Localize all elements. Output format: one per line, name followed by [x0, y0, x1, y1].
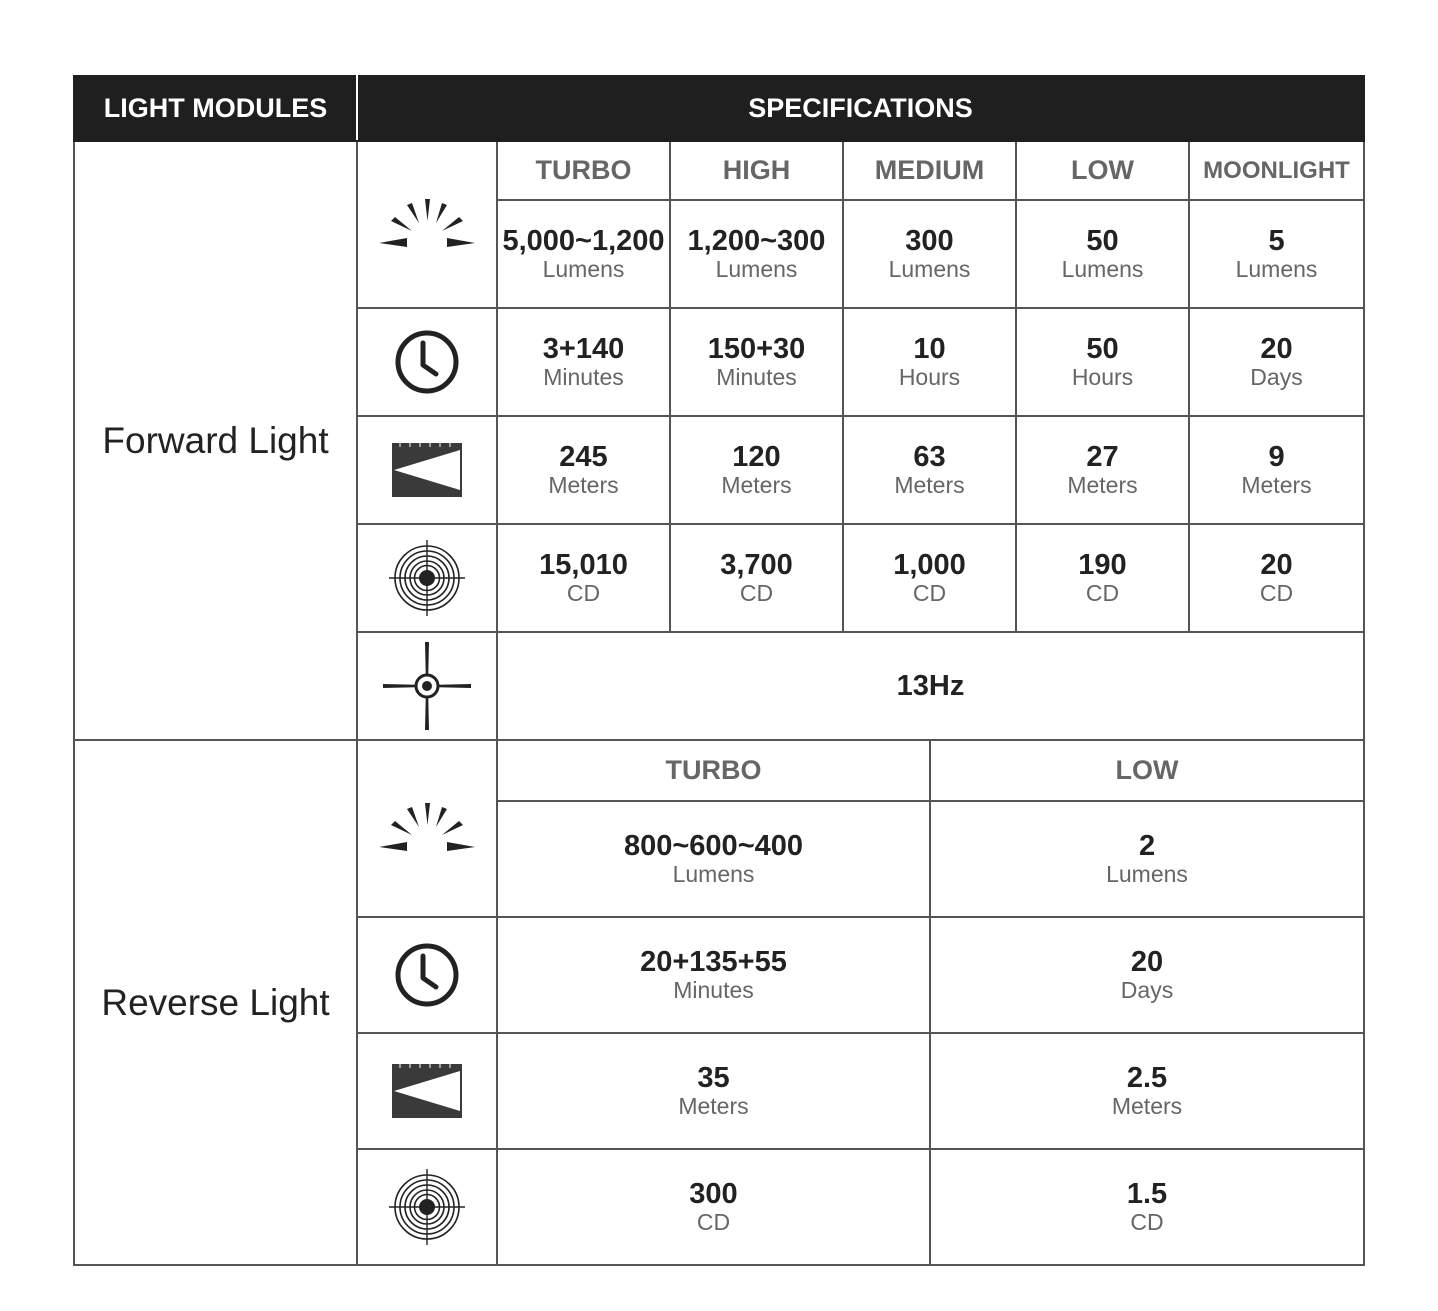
brightness-icon — [379, 801, 475, 857]
forward-intensity-cell — [843, 524, 1016, 632]
output-value: 800~600~400 — [623, 829, 804, 862]
forward-intensity-cell — [670, 524, 843, 632]
forward-light-label: Forward Light — [74, 141, 357, 740]
intensity-unit: CD — [912, 580, 947, 606]
output-value: 5,000~1,200 — [502, 224, 665, 257]
forward-output-cell — [843, 200, 1016, 308]
runtime-clock-icon — [392, 327, 462, 397]
distance-value: 9 — [1268, 440, 1285, 473]
intensity-unit: CD — [739, 580, 774, 606]
forward-runtime-icon-cell — [357, 308, 497, 416]
intensity-target-icon — [387, 1167, 467, 1247]
distance-unit: Meters — [548, 472, 619, 498]
distance-value: 63 — [913, 440, 946, 473]
reverse-distance-icon-cell — [357, 1033, 497, 1149]
distance-unit: Meters — [1241, 472, 1312, 498]
intensity-unit: CD — [1085, 580, 1120, 606]
intensity-value: 1,000 — [893, 548, 966, 581]
forward-strobe-icon-cell — [357, 632, 497, 740]
reverse-runtime-cell — [930, 917, 1364, 1033]
output-value: 2 — [1138, 829, 1156, 862]
forward-output-cell — [1189, 200, 1364, 308]
brightness-icon — [379, 197, 475, 253]
reverse-intensity-icon-cell — [357, 1149, 497, 1265]
distance-unit: Meters — [894, 472, 965, 498]
intensity-unit: CD — [566, 580, 601, 606]
forward-intensity-cell — [1189, 524, 1364, 632]
forward-runtime-cell — [1189, 308, 1364, 416]
strobe-icon — [381, 640, 473, 732]
forward-modes-row — [74, 141, 1364, 200]
runtime-value: 10 — [913, 332, 946, 365]
beam-distance-icon — [390, 441, 464, 499]
distance-value: 120 — [732, 440, 781, 473]
forward-runtime-cell — [497, 308, 670, 416]
distance-unit: Meters — [1111, 1093, 1183, 1119]
runtime-unit: Minutes — [673, 977, 754, 1003]
distance-value: 27 — [1086, 440, 1119, 473]
forward-distance-icon-cell — [357, 416, 497, 524]
forward-distance-cell — [1189, 416, 1364, 524]
distance-value: 245 — [559, 440, 608, 473]
runtime-unit: Hours — [1071, 364, 1134, 390]
output-unit: Lumens — [1106, 861, 1188, 887]
forward-distance-cell — [1016, 416, 1189, 524]
output-unit: Lumens — [888, 256, 971, 282]
runtime-value: 20 — [1130, 945, 1164, 978]
forward-output-cell — [670, 200, 843, 308]
runtime-value: 3+140 — [542, 332, 625, 365]
output-unit: Lumens — [672, 861, 755, 887]
forward-mode-moonlight: MOONLIGHT — [1189, 141, 1364, 200]
intensity-value: 1.5 — [1126, 1177, 1168, 1210]
forward-runtime-cell — [1016, 308, 1189, 416]
reverse-runtime-cell — [497, 917, 930, 1033]
reverse-intensity-cell — [497, 1149, 930, 1265]
forward-output-cell — [1016, 200, 1189, 308]
intensity-value: 190 — [1078, 548, 1127, 581]
runtime-unit: Minutes — [716, 364, 797, 390]
distance-unit: Meters — [721, 472, 792, 498]
intensity-unit: CD — [696, 1209, 731, 1235]
forward-intensity-icon-cell — [357, 524, 497, 632]
distance-value: 2.5 — [1126, 1061, 1168, 1094]
reverse-modes-row — [74, 740, 1364, 801]
intensity-value: 300 — [689, 1177, 738, 1210]
reverse-output-cell — [497, 801, 930, 917]
runtime-unit: Minutes — [543, 364, 624, 390]
runtime-clock-icon — [392, 940, 462, 1010]
output-value: 300 — [905, 224, 954, 257]
output-unit: Lumens — [542, 256, 625, 282]
forward-mode-medium: MEDIUM — [843, 141, 1016, 200]
output-unit: Lumens — [1061, 256, 1144, 282]
intensity-target-icon — [387, 538, 467, 618]
reverse-light-label: Reverse Light — [74, 740, 357, 1265]
spec-table — [73, 75, 1365, 1266]
intensity-unit: CD — [1130, 1209, 1164, 1235]
intensity-value: 15,010 — [539, 548, 628, 581]
forward-mode-high: HIGH — [670, 141, 843, 200]
output-unit: Lumens — [1235, 256, 1318, 282]
header-row — [74, 76, 1364, 141]
reverse-distance-cell — [930, 1033, 1364, 1149]
header-light-modules: LIGHT MODULES — [74, 76, 357, 141]
intensity-value: 3,700 — [720, 548, 793, 581]
runtime-unit: Days — [1120, 977, 1174, 1003]
output-value: 1,200~300 — [687, 224, 826, 257]
reverse-runtime-icon-cell — [357, 917, 497, 1033]
forward-distance-cell — [843, 416, 1016, 524]
header-specifications: SPECIFICATIONS — [357, 76, 1364, 141]
runtime-unit: Days — [1250, 364, 1303, 390]
forward-mode-turbo: TURBO — [497, 141, 670, 200]
reverse-intensity-cell — [930, 1149, 1364, 1265]
output-value: 5 — [1268, 224, 1285, 257]
reverse-mode-low: LOW — [930, 740, 1364, 801]
distance-value: 35 — [697, 1061, 730, 1094]
forward-intensity-cell — [1016, 524, 1189, 632]
distance-unit: Meters — [1067, 472, 1138, 498]
reverse-output-cell — [930, 801, 1364, 917]
output-unit: Lumens — [715, 256, 798, 282]
intensity-value: 20 — [1260, 548, 1293, 581]
intensity-unit: CD — [1259, 580, 1294, 606]
forward-intensity-cell — [497, 524, 670, 632]
reverse-output-icon-cell — [357, 740, 497, 917]
beam-distance-icon — [390, 1062, 464, 1120]
reverse-distance-cell — [497, 1033, 930, 1149]
runtime-value: 20 — [1260, 332, 1293, 365]
forward-runtime-cell — [843, 308, 1016, 416]
distance-unit: Meters — [678, 1093, 749, 1119]
forward-strobe-value: 13Hz — [497, 632, 1364, 740]
runtime-unit: Hours — [898, 364, 961, 390]
forward-runtime-cell — [670, 308, 843, 416]
forward-mode-low: LOW — [1016, 141, 1189, 200]
runtime-value: 150+30 — [707, 332, 806, 365]
forward-output-cell — [497, 200, 670, 308]
runtime-value: 50 — [1086, 332, 1119, 365]
forward-output-icon-cell — [357, 141, 497, 308]
runtime-value: 20+135+55 — [640, 945, 787, 978]
forward-distance-cell — [497, 416, 670, 524]
reverse-mode-turbo: TURBO — [497, 740, 930, 801]
output-value: 50 — [1086, 224, 1119, 257]
forward-distance-cell — [670, 416, 843, 524]
